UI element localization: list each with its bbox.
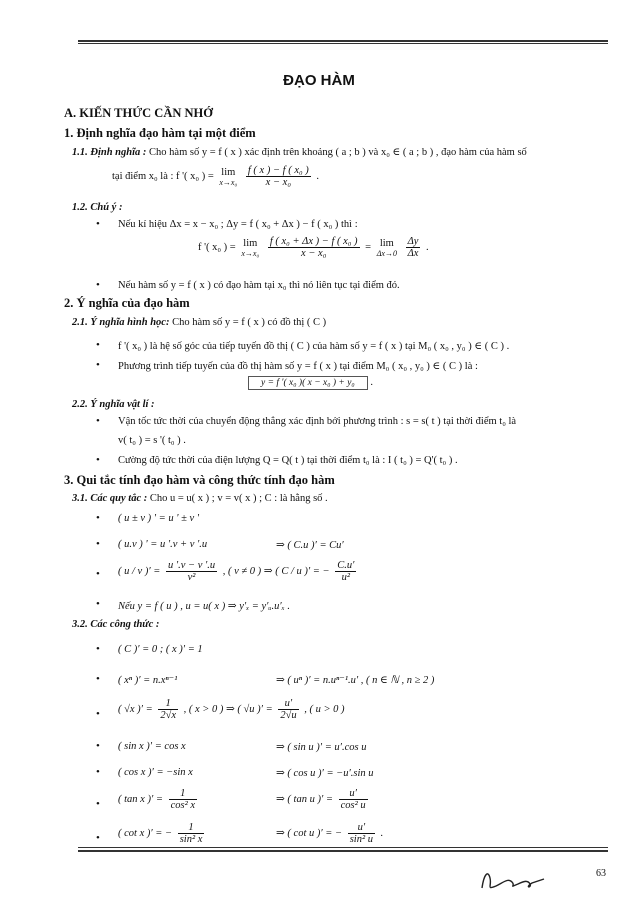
formula-tan-lhs: ( tan x )′ =: [118, 793, 163, 805]
bullet: •: [96, 218, 100, 230]
fraction-num: u′: [339, 788, 368, 800]
geometric-label: 2.1. Ý nghĩa hình học:: [72, 317, 170, 328]
section-1-heading: 1. Định nghĩa đạo hàm tại một điểm: [64, 126, 256, 140]
formula-sqrt: [118, 698, 345, 721]
fraction-den: cos² x: [170, 800, 196, 811]
fraction-den: u²: [341, 572, 351, 583]
page-number: 63: [596, 868, 606, 879]
header-rule-thin: [78, 43, 608, 44]
rule-quotient-cond: , ( v ≠ 0 ) ⇒ ( C / u )′ = −: [222, 565, 330, 577]
fraction-num: u '.v − v '.u: [167, 560, 216, 571]
fraction-num: Δy: [407, 236, 419, 247]
lim-word: lim: [243, 237, 258, 249]
note-bullet-2: Nếu hàm số y = f ( x ) có đạo hàm tại x₀ thì nó liên tục tại điểm đó.: [118, 280, 400, 291]
formula-cot-u: ⇒ ( cot u )′ = − $\frac{u'}{\text{sin² u}}$ .: [276, 822, 384, 845]
fraction-num: f ( x ) − f ( x₀ ): [247, 165, 309, 176]
bullet: •: [96, 568, 100, 580]
formula-cot-u-lhs: ⇒ ( cot u )′ = −: [276, 827, 343, 839]
fraction-num: 1: [158, 698, 178, 710]
footer-rule-thick: [78, 850, 608, 852]
fraction-cot-u: [348, 822, 375, 845]
fraction-1: [246, 165, 311, 188]
lim-word: lim: [379, 237, 394, 249]
bullet: •: [96, 766, 100, 778]
formula-tan-u: [276, 788, 371, 811]
formula-sin-u: ⇒ ( sin u )′ = u′.cos u: [276, 742, 367, 753]
section-a-heading: A. KIẾN THỨC CẦN NHỚ: [64, 106, 213, 120]
bullet: •: [96, 798, 100, 810]
signature-icon: [478, 868, 548, 894]
bullet: •: [96, 415, 100, 427]
page-title: ĐẠO HÀM: [283, 72, 355, 89]
fraction-2: [268, 236, 360, 259]
formula-sqrt-end: , ( u > 0 ): [304, 703, 345, 715]
formula-tan-u-lhs: ⇒ ( tan u )′ =: [276, 793, 333, 805]
bullet: •: [96, 359, 100, 371]
fraction-num: C.u′: [337, 560, 355, 571]
physical-bullet-1b: v( t₀ ) = s '( t₀ ) .: [118, 435, 186, 446]
rule-product-const: ⇒ ( C.u )′ = Cu′: [276, 540, 344, 551]
bullet: •: [96, 454, 100, 466]
physical-label: 2.2. Ý nghĩa vật lí :: [72, 399, 155, 410]
fraction-tan-u: [339, 788, 368, 811]
fraction-den: x − x₀: [265, 177, 291, 188]
section-2-heading: 2. Ý nghĩa của đạo hàm: [64, 296, 190, 310]
fraction-3: [406, 236, 421, 259]
limit-2: [241, 238, 259, 258]
note-formula: f '( x₀ ) = lim x→x₀ $\frac{\text{f ( x₀ + Δx ) − f ( x₀ )}}{\text{x − x₀}}$ = lim Δx→0 $\frac{\Delta y}{\Delta x}$ .: [198, 236, 429, 259]
bullet: •: [96, 832, 100, 844]
bullet: •: [96, 740, 100, 752]
geometric-bullet-1: f '( x₀ ) là hệ số góc của tiếp tuyến đồ thị ( C ) của hàm số y = f ( x ) tại M₀ ( x₀ , y₀ ) ∈ ( C ) .: [118, 341, 510, 352]
limit-1: [219, 167, 237, 187]
note-formula-prefix: f '( x₀ ) =: [198, 241, 236, 253]
limit-3: [377, 238, 397, 258]
formula-power: ( xⁿ )′ = n.xⁿ⁻¹: [118, 675, 178, 686]
tangent-equation: y = f ′( x₀ )( x − x₀ ) + y₀: [248, 376, 368, 390]
definition-line: [72, 146, 527, 158]
lim-sub: x→x₀: [241, 248, 260, 258]
bullet: •: [96, 339, 100, 351]
fraction-den: v²: [187, 572, 196, 583]
rules-label: 3.1. Các quy tắc :: [72, 493, 148, 504]
lim-sub: x→x₀: [219, 177, 238, 187]
definition-formula: tại điểm x₀ là : f '( x₀ ) = lim x→x₀ $\frac{\text{f ( x ) − f ( x₀ )}}{\text{x − x₀}}$ .: [112, 165, 320, 188]
section-3-heading: 3. Qui tắc tính đạo hàm và công thức tính đạo hàm: [64, 473, 335, 487]
physical-bullet-2: Cường độ tức thời của điện lượng Q = Q( t ) tại thời điểm t₀ là : I ( t₀ ) = Q'( t₀ ) .: [118, 455, 458, 466]
lim-sub: Δx→0: [376, 248, 397, 258]
formula-power-u: ⇒ ( uⁿ )′ = n.uⁿ⁻¹.u′ , ( n ∈ ℕ , n ≥ 2 ): [276, 675, 435, 686]
formula-cot: [118, 822, 207, 845]
fraction-den: x − x₀: [301, 248, 327, 259]
geometric-meaning-line: [72, 317, 326, 328]
lim-word: lim: [221, 166, 236, 178]
fraction-den: cos² u: [340, 800, 366, 811]
header-rule: [78, 40, 608, 42]
formula-tan: [118, 788, 200, 811]
rule-quotient: [118, 560, 359, 583]
formula-sin: ( sin x )′ = cos x: [118, 741, 186, 752]
formula-cos-u: ⇒ ( cos u )′ = −u′.sin u: [276, 768, 374, 779]
formulas-label: 3.2. Các công thức :: [72, 619, 160, 630]
definition-formula-prefix: tại điểm x₀ là : f '( x₀ ) =: [112, 170, 214, 182]
fraction-den: 2√u: [280, 710, 297, 721]
formula-const: ( C )′ = 0 ; ( x )′ = 1: [118, 644, 203, 655]
bullet: •: [96, 598, 100, 610]
fraction-den: Δx: [407, 248, 419, 259]
formula-sqrt-mid: , ( x > 0 ) ⇒ ( √u )′ =: [183, 703, 273, 715]
fraction-den: sin² x: [179, 834, 203, 845]
bullet: •: [96, 708, 100, 720]
definition-text: Cho hàm số y = f ( x ) xác định trên khoảng ( a ; b ) và x₀ ∈ ( a ; b ) , đạo hàm của hàm số: [149, 147, 527, 158]
rule-sum: ( u ± v ) ' = u ' ± v ': [118, 513, 200, 524]
bullet: •: [96, 673, 100, 685]
formula-cot-lhs: ( cot x )′ = −: [118, 827, 173, 839]
fraction-sqrt: [158, 698, 178, 721]
bullet: •: [96, 512, 100, 524]
bullet: •: [96, 538, 100, 550]
rules-text: Cho u = u( x ) ; v = v( x ) ; C : là hằng số .: [149, 493, 328, 504]
formula-cos: ( cos x )′ = −sin x: [118, 767, 193, 778]
fraction-quotient: [166, 560, 217, 583]
footer-rule: [78, 847, 608, 848]
fraction-tan: [169, 788, 197, 811]
geometric-text: Cho hàm số y = f ( x ) có đồ thị ( C ): [172, 317, 327, 328]
definition-label: 1.1. Định nghĩa :: [72, 147, 147, 158]
fraction-num: 1: [169, 788, 197, 800]
fraction-sqrt-u: [278, 698, 298, 721]
fraction-num: f ( x₀ + Δx ) − f ( x₀ ): [269, 236, 358, 247]
note-bullet-1: Nếu kí hiệu Δx = x − x₀ ; Δy = f ( x₀ + Δx ) − f ( x₀ ) thì :: [118, 219, 358, 230]
fraction-den: sin² u: [349, 834, 373, 845]
fraction-den: 2√x: [160, 710, 176, 721]
fraction-cot: [178, 822, 205, 845]
geometric-bullet-2: Phương trình tiếp tuyến của đồ thị hàm số y = f ( x ) tại điểm M₀ ( x₀ , y₀ ) ∈ ( C ) là :: [118, 361, 478, 372]
note-label: 1.2. Chú ý :: [72, 202, 123, 213]
rule-quotient-lhs: ( u / v )′ =: [118, 565, 161, 577]
bullet: •: [96, 643, 100, 655]
fraction-num: u′: [348, 822, 375, 834]
fraction-num: u′: [278, 698, 298, 710]
rules-line: [72, 493, 328, 504]
fraction-num: 1: [178, 822, 205, 834]
bullet: •: [96, 279, 100, 291]
tangent-equation-box: y = f ′( x₀ )( x − x₀ ) + y₀ .: [248, 376, 373, 390]
rule-product: ( u.v ) ' = u '.v + v '.u: [118, 539, 208, 550]
fraction-quotient-const: [335, 560, 356, 583]
formula-sqrt-lhs: ( √x )′ =: [118, 703, 153, 715]
physical-bullet-1a: Vận tốc tức thời của chuyển động thẳng xác định bởi phương trình : s = s( t ) tại thời điểm t₀ là: [118, 416, 517, 427]
rule-chain: Nếu y = f ( u ) , u = u( x ) ⇒ y′ₓ = y′ᵤ.u′ₓ .: [118, 601, 290, 612]
